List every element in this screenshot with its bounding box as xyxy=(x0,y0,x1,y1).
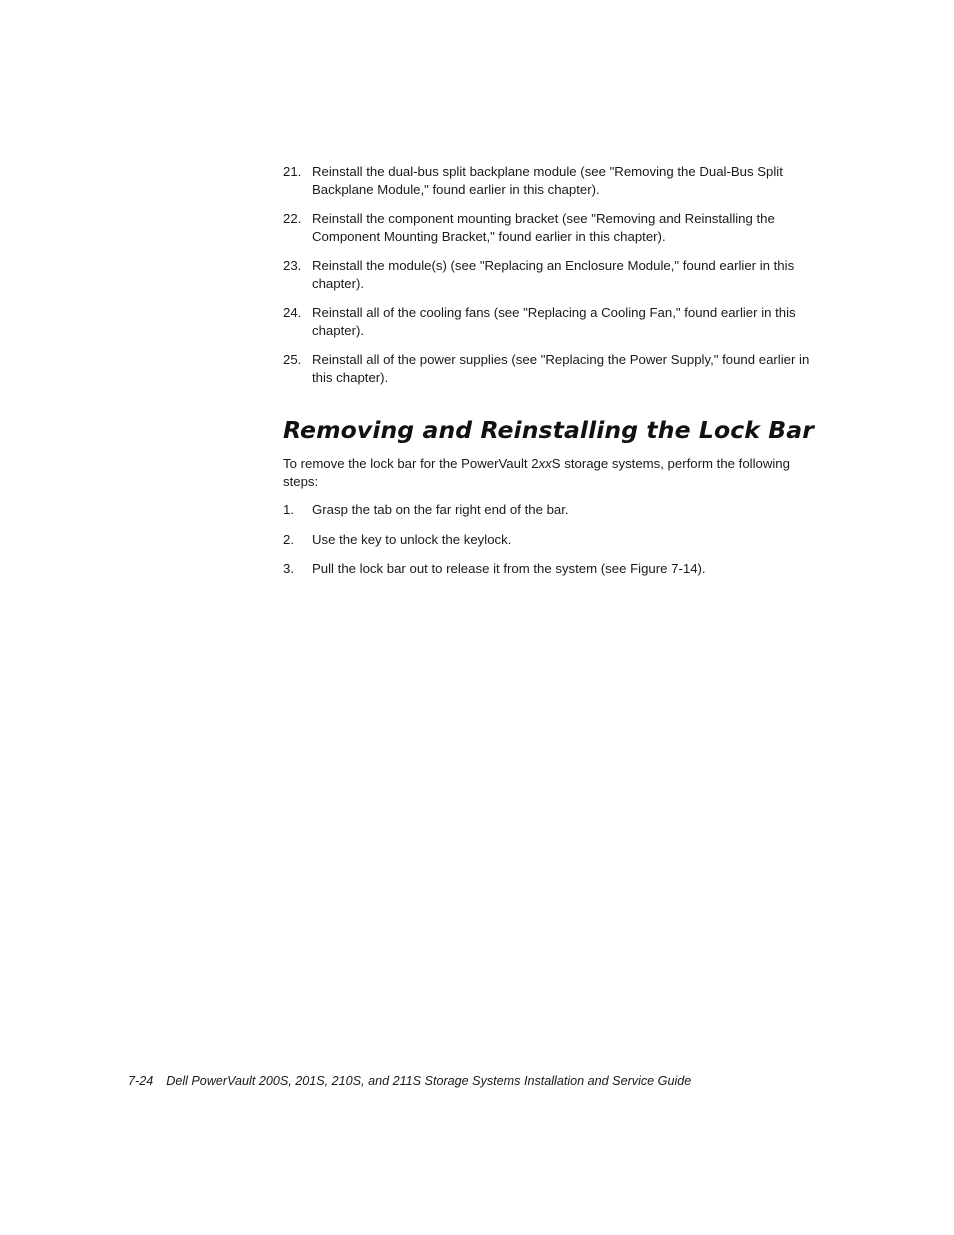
step-number: 21. xyxy=(283,164,302,179)
section-heading: Removing and Reinstalling the Lock Bar xyxy=(283,416,814,444)
step-number: 22. xyxy=(283,211,302,226)
step-text: Reinstall all of the power supplies (see "Replacing the Power Supply," found earlier in this chapter). xyxy=(312,352,810,385)
step-text: Reinstall the component mounting bracket (see "Removing and Reinstalling the Component Mounting Bracket," found earlier in this chapter). xyxy=(312,211,775,244)
step-number: 3. xyxy=(283,561,294,576)
step-number: 24. xyxy=(283,305,302,320)
lock-bar-steps-list xyxy=(283,501,818,590)
step-text: Reinstall all of the cooling fans (see "Replacing a Cooling Fan," found earlier in this chapter). xyxy=(312,305,796,338)
list-item xyxy=(283,351,818,386)
list-item xyxy=(283,304,818,339)
step-text: Pull the lock bar out to release it from the system (see Figure 7-14). xyxy=(312,561,706,576)
step-number: 1. xyxy=(283,502,294,517)
reinstall-steps-list xyxy=(283,163,818,398)
step-text: Use the key to unlock the keylock. xyxy=(312,531,512,547)
section-intro xyxy=(283,455,813,490)
intro-text-after: S storage systems, perform the following steps: xyxy=(283,456,790,489)
page-number: 7-24 xyxy=(128,1074,154,1088)
list-item xyxy=(283,531,818,549)
list-item xyxy=(283,501,818,519)
intro-text-before: To remove the lock bar for the PowerVault 2 xyxy=(283,456,539,471)
list-item xyxy=(283,163,818,198)
list-item xyxy=(283,210,818,245)
step-text: Reinstall the dual-bus split backplane module (see "Removing the Dual-Bus Split Backplane Module," found earlier in this chapter). xyxy=(312,164,783,197)
step-text: Grasp the tab on the far right end of the bar. xyxy=(312,502,569,517)
step-text: Reinstall the module(s) (see "Replacing an Enclosure Module," found earlier in this chapter). xyxy=(312,258,795,291)
intro-text-italic: xx xyxy=(538,456,552,471)
step-number: 25. xyxy=(283,352,302,367)
list-item xyxy=(283,560,818,578)
guide-title: Dell PowerVault 200S, 201S, 210S, and 211S Storage Systems Installation and Service Guide xyxy=(166,1074,692,1088)
list-item xyxy=(283,257,818,292)
page-footer xyxy=(128,1073,691,1090)
step-number: 2. xyxy=(283,531,294,547)
step-number: 23. xyxy=(283,258,302,273)
